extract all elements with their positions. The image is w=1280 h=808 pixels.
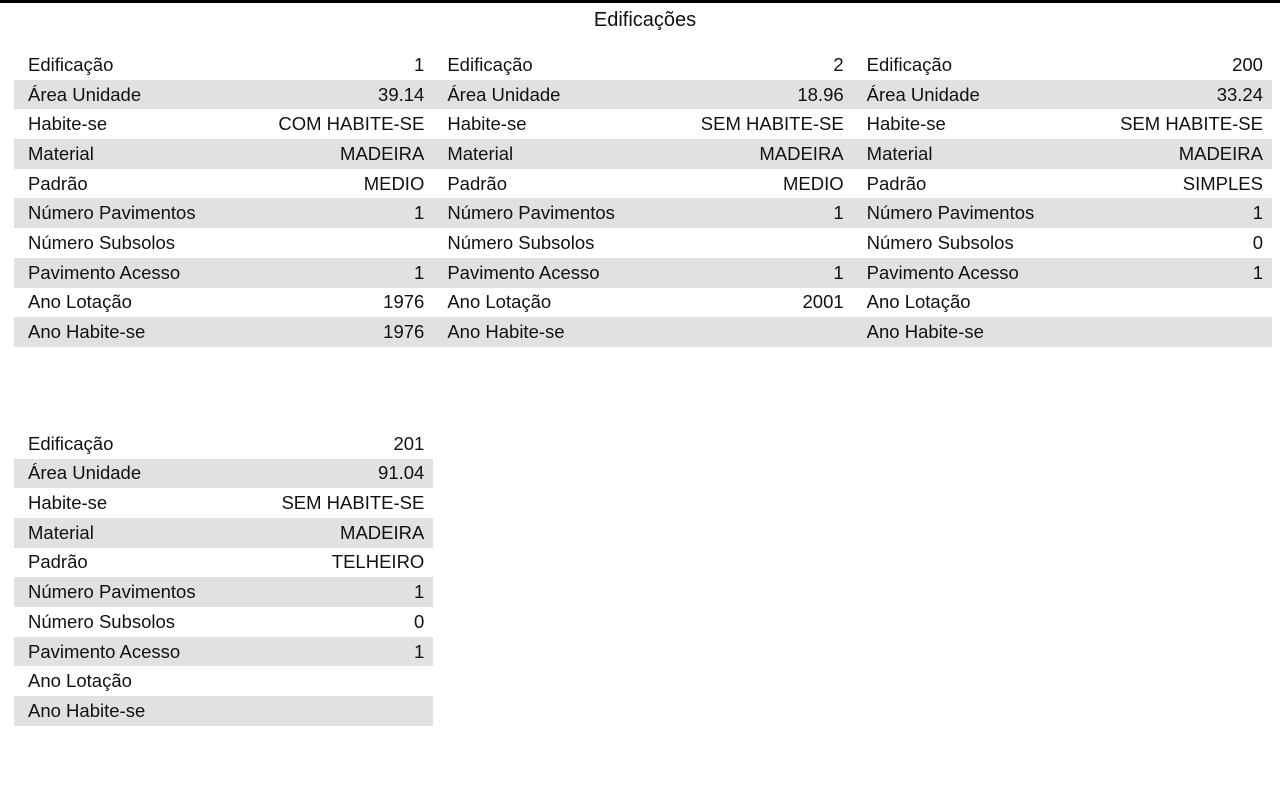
top-rule bbox=[0, 0, 1280, 3]
field-value: 1 bbox=[1252, 261, 1263, 283]
field-value: 1 bbox=[414, 640, 425, 662]
field-label: Número Subsolos bbox=[28, 231, 176, 253]
field-label: Pavimento Acesso bbox=[866, 261, 1019, 283]
field-label: Ano Lotação bbox=[28, 670, 132, 692]
building-card bbox=[853, 50, 1272, 347]
field-value: 1 bbox=[833, 202, 844, 224]
field-pavimento-acesso bbox=[853, 258, 1272, 288]
field-value: 1976 bbox=[383, 291, 425, 313]
field-label: Ano Habite-se bbox=[447, 321, 565, 343]
field-habite-se bbox=[853, 109, 1272, 139]
field-label: Padrão bbox=[866, 172, 927, 194]
buildings-row-1 bbox=[14, 50, 1272, 347]
field-numero-subsolos bbox=[433, 228, 852, 258]
field-habite-se bbox=[433, 109, 852, 139]
field-label: Número Pavimentos bbox=[28, 202, 196, 224]
field-label: Edificação bbox=[28, 432, 114, 454]
field-numero-subsolos bbox=[14, 607, 433, 637]
field-material bbox=[433, 139, 852, 169]
field-edificacao bbox=[14, 429, 433, 459]
building-card bbox=[14, 50, 433, 347]
field-label: Ano Lotação bbox=[28, 291, 132, 313]
field-label: Ano Habite-se bbox=[28, 321, 146, 343]
field-value: 1976 bbox=[383, 321, 425, 343]
field-material bbox=[14, 139, 433, 169]
field-label: Pavimento Acesso bbox=[447, 261, 600, 283]
field-pavimento-acesso bbox=[14, 637, 433, 667]
field-label: Ano Lotação bbox=[866, 291, 971, 313]
field-label: Pavimento Acesso bbox=[28, 261, 181, 283]
field-value: SEM HABITE-SE bbox=[1120, 113, 1263, 135]
field-value: 2 bbox=[833, 53, 844, 75]
field-value: 2001 bbox=[802, 291, 844, 313]
field-label: Padrão bbox=[28, 551, 88, 573]
field-label: Número Pavimentos bbox=[28, 581, 196, 603]
field-ano-habite-se bbox=[14, 317, 433, 347]
field-label: Edificação bbox=[866, 53, 953, 75]
field-label: Material bbox=[28, 521, 94, 543]
field-value: SIMPLES bbox=[1182, 172, 1263, 194]
field-value: MADEIRA bbox=[340, 521, 425, 543]
field-value: MEDIO bbox=[783, 172, 844, 194]
field-label: Área Unidade bbox=[28, 83, 142, 105]
field-label: Número Subsolos bbox=[447, 231, 595, 253]
field-value: 33.24 bbox=[1216, 83, 1263, 105]
field-area-unidade bbox=[853, 80, 1272, 110]
field-value: 1 bbox=[833, 261, 844, 283]
field-ano-lotacao bbox=[853, 288, 1272, 318]
field-value: 1 bbox=[414, 581, 425, 603]
field-area-unidade bbox=[433, 80, 852, 110]
field-value: MADEIRA bbox=[759, 142, 844, 164]
field-value: 0 bbox=[1252, 231, 1263, 253]
field-value: 91.04 bbox=[378, 462, 425, 484]
field-value: 200 bbox=[1232, 53, 1263, 75]
field-area-unidade bbox=[14, 459, 433, 489]
field-label: Área Unidade bbox=[447, 83, 561, 105]
field-value: SEM HABITE-SE bbox=[700, 113, 844, 135]
field-ano-lotacao bbox=[433, 288, 852, 318]
field-numero-pavimentos bbox=[14, 577, 433, 607]
field-area-unidade bbox=[14, 80, 433, 110]
buildings-grid bbox=[14, 50, 1272, 808]
field-label: Padrão bbox=[447, 172, 507, 194]
field-label: Ano Habite-se bbox=[28, 699, 146, 721]
field-edificacao bbox=[433, 50, 852, 80]
field-edificacao bbox=[853, 50, 1272, 80]
field-label: Habite-se bbox=[447, 113, 527, 135]
field-label: Edificação bbox=[447, 53, 533, 75]
field-material bbox=[853, 139, 1272, 169]
field-edificacao bbox=[14, 50, 433, 80]
field-label: Pavimento Acesso bbox=[28, 640, 181, 662]
buildings-row-2 bbox=[14, 429, 1272, 726]
field-value: TELHEIRO bbox=[331, 551, 425, 573]
field-label: Número Subsolos bbox=[28, 610, 176, 632]
field-label: Número Subsolos bbox=[866, 231, 1014, 253]
field-value: MEDIO bbox=[363, 172, 425, 194]
field-value: 1 bbox=[414, 202, 425, 224]
field-label: Habite-se bbox=[866, 113, 946, 135]
field-label: Ano Habite-se bbox=[866, 321, 984, 343]
field-label: Material bbox=[447, 142, 514, 164]
field-ano-lotacao bbox=[14, 288, 433, 318]
field-value: COM HABITE-SE bbox=[278, 113, 425, 135]
field-label: Área Unidade bbox=[866, 83, 980, 105]
field-value: MADEIRA bbox=[340, 142, 425, 164]
field-label: Edificação bbox=[28, 53, 114, 75]
field-label: Número Pavimentos bbox=[447, 202, 615, 224]
building-card bbox=[433, 50, 852, 347]
building-card bbox=[14, 429, 433, 726]
field-ano-habite-se bbox=[14, 696, 433, 726]
field-value: 18.96 bbox=[797, 83, 844, 105]
field-value: SEM HABITE-SE bbox=[281, 492, 425, 514]
field-label: Habite-se bbox=[28, 492, 108, 514]
field-label: Ano Lotação bbox=[447, 291, 552, 313]
field-numero-pavimentos bbox=[433, 198, 852, 228]
field-pavimento-acesso bbox=[14, 258, 433, 288]
field-numero-subsolos bbox=[14, 228, 433, 258]
section-title: Edificações bbox=[593, 9, 697, 31]
field-material bbox=[14, 518, 433, 548]
field-label: Número Pavimentos bbox=[866, 202, 1035, 224]
field-padrao bbox=[433, 169, 852, 199]
field-value: MADEIRA bbox=[1178, 142, 1263, 164]
field-value: 201 bbox=[393, 432, 425, 454]
field-value: 39.14 bbox=[378, 83, 425, 105]
field-label: Material bbox=[28, 142, 94, 164]
field-value: 1 bbox=[414, 53, 425, 75]
field-label: Área Unidade bbox=[28, 462, 142, 484]
field-ano-habite-se bbox=[433, 317, 852, 347]
field-numero-pavimentos bbox=[853, 198, 1272, 228]
field-padrao bbox=[14, 169, 433, 199]
field-label: Habite-se bbox=[28, 113, 108, 135]
field-value: 1 bbox=[1252, 202, 1263, 224]
field-value: 0 bbox=[414, 610, 425, 632]
field-numero-pavimentos bbox=[14, 198, 433, 228]
field-value: 1 bbox=[414, 261, 425, 283]
field-padrao bbox=[14, 548, 433, 578]
field-label: Padrão bbox=[28, 172, 88, 194]
field-habite-se bbox=[14, 109, 433, 139]
field-habite-se bbox=[14, 488, 433, 518]
field-ano-habite-se bbox=[853, 317, 1272, 347]
field-label: Material bbox=[866, 142, 933, 164]
field-pavimento-acesso bbox=[433, 258, 852, 288]
field-numero-subsolos bbox=[853, 228, 1272, 258]
field-padrao bbox=[853, 169, 1272, 199]
field-ano-lotacao bbox=[14, 666, 433, 696]
